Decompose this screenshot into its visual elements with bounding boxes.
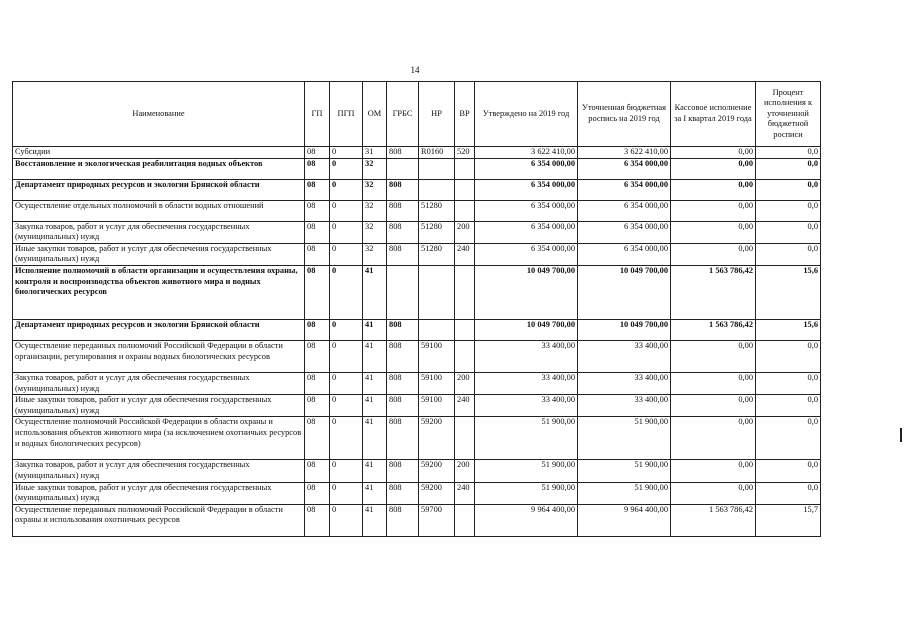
cell-vr [455, 265, 475, 319]
cell-vr [455, 158, 475, 179]
col-header-grbs: ГРБС [387, 82, 419, 147]
cell-gp: 08 [305, 460, 330, 482]
cell-grbs: 808 [387, 482, 419, 504]
table-row [13, 221, 821, 243]
cell-nr [419, 265, 455, 319]
cell-revised: 10 049 700,00 [578, 319, 671, 340]
cell-percent: 0,0 [756, 340, 821, 372]
cell-grbs [387, 158, 419, 179]
cell-cash: 1 563 786,42 [671, 265, 756, 319]
cell-vr: 240 [455, 482, 475, 504]
cell-name: Осуществление переданных полномочий Российской Федерации в области организации, регулирования и охраны водных биологических ресурсов [13, 340, 305, 372]
cell-gp: 08 [305, 417, 330, 460]
cell-pgp: 0 [330, 179, 363, 200]
cell-cash: 0,00 [671, 221, 756, 243]
table-row [13, 372, 821, 394]
table-row [13, 504, 821, 536]
cell-gp: 08 [305, 482, 330, 504]
cell-name: Закупка товаров, работ и услуг для обеспечения государственных (муниципальных) нужд [13, 221, 305, 243]
cell-om: 32 [363, 221, 387, 243]
cell-approved: 51 900,00 [475, 417, 578, 460]
cell-vr [455, 200, 475, 221]
cell-approved: 9 964 400,00 [475, 504, 578, 536]
cell-cash: 0,00 [671, 179, 756, 200]
cell-percent: 0,0 [756, 147, 821, 159]
cell-revised: 6 354 000,00 [578, 243, 671, 265]
cell-percent: 0,0 [756, 482, 821, 504]
cell-cash: 1 563 786,42 [671, 319, 756, 340]
cell-nr [419, 158, 455, 179]
cell-pgp: 0 [330, 372, 363, 394]
cell-cash: 0,00 [671, 340, 756, 372]
cell-revised: 51 900,00 [578, 460, 671, 482]
cell-vr: 200 [455, 372, 475, 394]
cell-grbs: 808 [387, 179, 419, 200]
cell-nr [419, 319, 455, 340]
table-row [13, 265, 821, 319]
cell-percent: 0,0 [756, 221, 821, 243]
cell-revised: 33 400,00 [578, 372, 671, 394]
cell-grbs: 808 [387, 395, 419, 417]
cell-vr [455, 319, 475, 340]
cell-cash: 0,00 [671, 147, 756, 159]
cell-pgp: 0 [330, 243, 363, 265]
table-row [13, 340, 821, 372]
cell-grbs: 808 [387, 243, 419, 265]
cell-name: Субсидии [13, 147, 305, 159]
table-row [13, 482, 821, 504]
cell-nr: 59200 [419, 482, 455, 504]
cell-gp: 08 [305, 221, 330, 243]
cell-pgp: 0 [330, 265, 363, 319]
cell-grbs: 808 [387, 319, 419, 340]
cell-nr: 59100 [419, 340, 455, 372]
cell-approved: 51 900,00 [475, 482, 578, 504]
cell-percent: 15,7 [756, 504, 821, 536]
cell-gp: 08 [305, 147, 330, 159]
cell-om: 41 [363, 265, 387, 319]
cell-name: Осуществление отдельных полномочий в области водных отношений [13, 200, 305, 221]
cell-nr: 59200 [419, 460, 455, 482]
cell-approved: 51 900,00 [475, 460, 578, 482]
cell-revised: 6 354 000,00 [578, 158, 671, 179]
cell-om: 41 [363, 395, 387, 417]
cell-grbs: 808 [387, 460, 419, 482]
cell-percent: 0,0 [756, 158, 821, 179]
cell-gp: 08 [305, 158, 330, 179]
budget-table [12, 81, 821, 537]
table-row [13, 158, 821, 179]
cell-revised: 10 049 700,00 [578, 265, 671, 319]
table-row [13, 243, 821, 265]
cell-name: Иные закупки товаров, работ и услуг для обеспечения государственных (муниципальных) нужд [13, 243, 305, 265]
cell-revised: 33 400,00 [578, 395, 671, 417]
cell-pgp: 0 [330, 147, 363, 159]
cell-vr: 240 [455, 243, 475, 265]
cell-grbs: 808 [387, 504, 419, 536]
cell-approved: 3 622 410,00 [475, 147, 578, 159]
cell-gp: 08 [305, 265, 330, 319]
cell-revised: 6 354 000,00 [578, 200, 671, 221]
cell-cash: 0,00 [671, 158, 756, 179]
cell-percent: 0,0 [756, 395, 821, 417]
cell-approved: 6 354 000,00 [475, 221, 578, 243]
cell-revised: 6 354 000,00 [578, 179, 671, 200]
cell-name: Восстановление и экологическая реабилитация водных объектов [13, 158, 305, 179]
header-row [13, 82, 821, 147]
cell-percent: 0,0 [756, 372, 821, 394]
cell-cash: 1 563 786,42 [671, 504, 756, 536]
cell-grbs: 808 [387, 340, 419, 372]
col-header-gp: ГП [305, 82, 330, 147]
cell-nr: 59700 [419, 504, 455, 536]
cell-om: 41 [363, 340, 387, 372]
cell-pgp: 0 [330, 319, 363, 340]
cell-pgp: 0 [330, 200, 363, 221]
col-header-om: ОМ [363, 82, 387, 147]
table-row [13, 395, 821, 417]
cell-percent: 0,0 [756, 460, 821, 482]
cell-name: Иные закупки товаров, работ и услуг для обеспечения государственных (муниципальных) нужд [13, 482, 305, 504]
cell-cash: 0,00 [671, 482, 756, 504]
cell-gp: 08 [305, 200, 330, 221]
col-header-cash: Кассовое исполнение за I квартал 2019 года [671, 82, 756, 147]
col-header-nr: НР [419, 82, 455, 147]
cell-om: 41 [363, 417, 387, 460]
col-header-approved: Утверждено на 2019 год [475, 82, 578, 147]
cell-approved: 10 049 700,00 [475, 319, 578, 340]
cell-percent: 15,6 [756, 319, 821, 340]
cell-revised: 6 354 000,00 [578, 221, 671, 243]
cell-pgp: 0 [330, 482, 363, 504]
table-row [13, 147, 821, 159]
cell-cash: 0,00 [671, 200, 756, 221]
table-row [13, 179, 821, 200]
table-row [13, 460, 821, 482]
cell-pgp: 0 [330, 417, 363, 460]
cell-nr: 59100 [419, 395, 455, 417]
cell-percent: 0,0 [756, 179, 821, 200]
cell-name: Департамент природных ресурсов и экологии Брянской области [13, 319, 305, 340]
cell-vr: 240 [455, 395, 475, 417]
cell-approved: 33 400,00 [475, 395, 578, 417]
cell-nr: 51280 [419, 221, 455, 243]
cell-cash: 0,00 [671, 243, 756, 265]
cell-om: 32 [363, 200, 387, 221]
cell-om: 32 [363, 179, 387, 200]
cell-vr: 520 [455, 147, 475, 159]
cell-revised: 9 964 400,00 [578, 504, 671, 536]
table-body [13, 147, 821, 537]
cell-approved: 33 400,00 [475, 340, 578, 372]
cell-approved: 6 354 000,00 [475, 200, 578, 221]
cell-grbs: 808 [387, 417, 419, 460]
cell-grbs: 808 [387, 221, 419, 243]
cell-nr: 51280 [419, 243, 455, 265]
cell-gp: 08 [305, 340, 330, 372]
cell-pgp: 0 [330, 158, 363, 179]
cell-vr [455, 340, 475, 372]
cell-approved: 6 354 000,00 [475, 179, 578, 200]
cell-approved: 10 049 700,00 [475, 265, 578, 319]
cell-om: 31 [363, 147, 387, 159]
cell-pgp: 0 [330, 504, 363, 536]
cell-revised: 51 900,00 [578, 482, 671, 504]
cell-nr [419, 179, 455, 200]
cell-pgp: 0 [330, 460, 363, 482]
cell-gp: 08 [305, 395, 330, 417]
cell-nr: 51280 [419, 200, 455, 221]
cell-name: Осуществление переданных полномочий Российской Федерации в области охраны и использования охотничьих ресурсов [13, 504, 305, 536]
cell-nr: 59100 [419, 372, 455, 394]
cell-percent: 0,0 [756, 417, 821, 460]
cell-grbs [387, 265, 419, 319]
cell-vr [455, 504, 475, 536]
cell-om: 41 [363, 482, 387, 504]
cell-vr [455, 179, 475, 200]
cell-name: Закупка товаров, работ и услуг для обеспечения государственных (муниципальных) нужд [13, 372, 305, 394]
col-header-revised: Уточненная бюджетная роспись на 2019 год [578, 82, 671, 147]
cell-gp: 08 [305, 243, 330, 265]
cell-percent: 0,0 [756, 200, 821, 221]
page-number: 14 [410, 65, 420, 75]
cell-cash: 0,00 [671, 417, 756, 460]
cell-grbs: 808 [387, 147, 419, 159]
cell-percent: 15,6 [756, 265, 821, 319]
cell-revised: 51 900,00 [578, 417, 671, 460]
table-row [13, 417, 821, 460]
cell-cash: 0,00 [671, 372, 756, 394]
cell-gp: 08 [305, 319, 330, 340]
cell-gp: 08 [305, 179, 330, 200]
cell-om: 32 [363, 158, 387, 179]
cell-approved: 6 354 000,00 [475, 243, 578, 265]
col-header-name: Наименование [13, 82, 305, 147]
cell-pgp: 0 [330, 395, 363, 417]
cell-om: 41 [363, 319, 387, 340]
cell-name: Иные закупки товаров, работ и услуг для обеспечения государственных (муниципальных) нужд [13, 395, 305, 417]
cell-nr: 59200 [419, 417, 455, 460]
col-header-pgp: ПГП [330, 82, 363, 147]
cell-gp: 08 [305, 372, 330, 394]
cell-cash: 0,00 [671, 460, 756, 482]
cell-percent: 0,0 [756, 243, 821, 265]
cell-om: 32 [363, 243, 387, 265]
cell-om: 41 [363, 460, 387, 482]
cell-om: 41 [363, 372, 387, 394]
cell-vr: 200 [455, 460, 475, 482]
cell-name: Исполнение полномочий в области организации и осуществления охраны, контроля и воспроизводства объектов животного мира и водных биологических ресурсов [13, 265, 305, 319]
col-header-vr: ВР [455, 82, 475, 147]
cell-vr: 200 [455, 221, 475, 243]
table-row [13, 319, 821, 340]
cell-revised: 33 400,00 [578, 340, 671, 372]
cell-name: Департамент природных ресурсов и экологии Брянской области [13, 179, 305, 200]
cell-approved: 33 400,00 [475, 372, 578, 394]
cell-gp: 08 [305, 504, 330, 536]
cell-grbs: 808 [387, 372, 419, 394]
scan-edge-mark [900, 428, 902, 442]
cell-nr: R0160 [419, 147, 455, 159]
cell-om: 41 [363, 504, 387, 536]
cell-approved: 6 354 000,00 [475, 158, 578, 179]
cell-vr [455, 417, 475, 460]
cell-revised: 3 622 410,00 [578, 147, 671, 159]
cell-pgp: 0 [330, 221, 363, 243]
cell-name: Закупка товаров, работ и услуг для обеспечения государственных (муниципальных) нужд [13, 460, 305, 482]
table-row [13, 200, 821, 221]
cell-pgp: 0 [330, 340, 363, 372]
cell-name: Осуществление полномочий Российской Федерации в области охраны и использования объектов животного мира (за исключением охотничьих ресурсов и водных биологических ресурсов) [13, 417, 305, 460]
cell-cash: 0,00 [671, 395, 756, 417]
cell-grbs: 808 [387, 200, 419, 221]
col-header-percent: Процент исполнения к уточненной бюджетной росписи [756, 82, 821, 147]
